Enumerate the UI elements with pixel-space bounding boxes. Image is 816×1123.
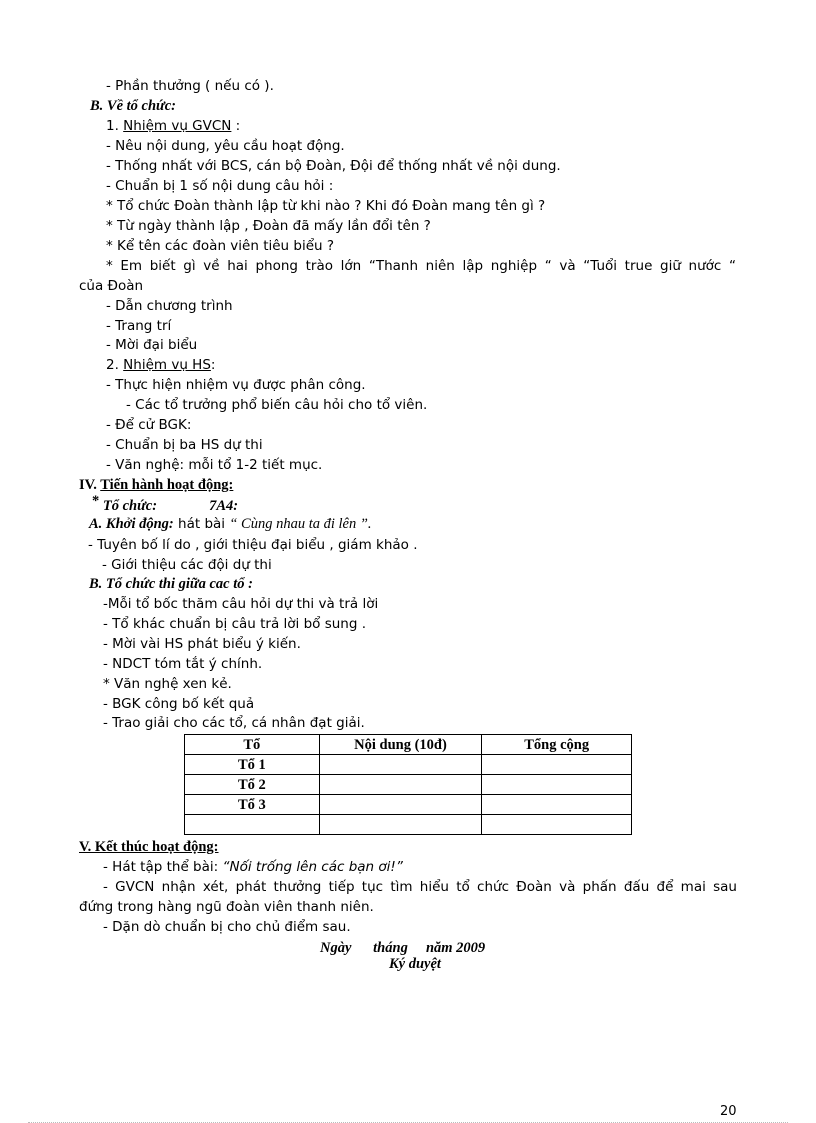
organization-line: * Tổ chức: 7A4: — [92, 493, 239, 514]
text-line: - Thống nhất với BCS, cán bộ Đoàn, Đội để thống nhất về nội dung. — [106, 158, 561, 174]
subsection-heading: 1. Nhiệm vụ GVCN : — [106, 118, 241, 134]
question-line: * Từ ngày thành lập , Đoàn đã mấy lần đổi tên ? — [106, 218, 431, 234]
text-line: - Dẫn chương trình — [106, 298, 233, 314]
text-line: - Mời vài HS phát biểu ý kiến. — [103, 636, 301, 652]
text-line: - Chuẩn bị ba HS dự thi — [106, 437, 263, 453]
section-heading: B. Về tổ chức: — [90, 98, 177, 114]
text-line: - Nêu nội dung, yêu cầu hoạt động. — [106, 138, 345, 154]
text-line: - Chuẩn bị 1 số nội dung câu hỏi : — [106, 178, 334, 194]
table-row — [185, 755, 632, 775]
text-line: - Văn nghệ: mỗi tổ 1-2 tiết mục. — [106, 457, 323, 473]
text-line: - Tổ khác chuẩn bị câu trả lời bổ sung . — [103, 616, 367, 632]
table-header: Nội dung (10đ) — [319, 735, 482, 755]
table-cell — [319, 815, 482, 835]
text-line: - Trang trí — [106, 318, 172, 334]
page-number: 20 — [720, 1104, 737, 1119]
text-line: - GVCN nhận xét, phát thưởng tiếp tục tìm hiểu tổ chức Đoàn và phấn đấu để mai sau — [103, 879, 737, 895]
section-heading: B. Tổ chức thi giữa cac tổ : — [89, 576, 253, 592]
table-cell — [319, 755, 482, 775]
text-line: A. Khởi động: hát bài “ Cùng nhau ta đi lên ”. — [89, 516, 372, 532]
question-line: * Tổ chức Đoàn thành lập từ khi nào ? Khi đó Đoàn mang tên gì ? — [106, 198, 546, 214]
date-line: Ngày tháng năm 2009 — [320, 940, 486, 956]
table-cell — [482, 755, 632, 775]
question-line: * Kể tên các đoàn viên tiêu biểu ? — [106, 238, 335, 254]
text-line: - NDCT tóm tắt ý chính. — [103, 656, 263, 672]
text-line: * Văn nghệ xen kẻ. — [103, 676, 232, 692]
table-header: Tổng cộng — [482, 735, 632, 755]
text-line: - Mời đại biểu — [106, 337, 198, 353]
table-header: Tổ — [185, 735, 320, 755]
table-cell — [482, 775, 632, 795]
table-cell: Tổ 1 — [185, 755, 320, 775]
text-line: -Mỗi tổ bốc thăm câu hỏi dự thi và trả lời — [103, 596, 379, 612]
table-header-row — [185, 735, 632, 755]
table-row — [185, 815, 632, 835]
text-line: - Trao giải cho các tổ, cá nhân đạt giải. — [103, 715, 365, 731]
table-cell: Tổ 2 — [185, 775, 320, 795]
text-line: đứng trong hàng ngũ đoàn viên thanh niên. — [79, 899, 374, 915]
text-line: - Các tổ trưởng phổ biến câu hỏi cho tổ viên. — [126, 397, 428, 413]
table-cell — [319, 775, 482, 795]
score-table — [184, 734, 632, 835]
table-cell — [482, 795, 632, 815]
text-line: - Giới thiệu các đội dự thi — [102, 557, 272, 573]
question-line: * Em biết gì về hai phong trào lớn “Thanh niên lập nghiệp “ và “Tuổi true giữ nước “ — [106, 258, 736, 274]
subsection-heading: 2. Nhiệm vụ HS: — [106, 357, 216, 373]
table-cell — [319, 795, 482, 815]
table-cell — [482, 815, 632, 835]
text-line: - Tuyên bố lí do , giới thiệu đại biểu , giám khảo . — [88, 537, 418, 553]
text-line: - Phần thưởng ( nếu có ). — [106, 78, 274, 94]
text-line: - Dặn dò chuẩn bị cho chủ điểm sau. — [103, 919, 351, 935]
section-heading: V. Kết thúc hoạt động: — [79, 839, 219, 855]
section-heading: IV. Tiến hành hoạt động: — [79, 477, 234, 493]
text-line: - BGK công bố kết quả — [103, 696, 255, 712]
table-row — [185, 795, 632, 815]
text-line: - Hát tập thể bài: “Nối trống lên các bạn ơi!” — [103, 859, 403, 875]
text-line: - Thực hiện nhiệm vụ được phân công. — [106, 377, 366, 393]
text-line: của Đoàn — [79, 278, 144, 294]
table-row — [185, 775, 632, 795]
text-line: - Để cử BGK: — [106, 417, 192, 433]
table-cell — [185, 815, 320, 835]
signature-label: Ký duyệt — [389, 956, 441, 972]
table-cell: Tổ 3 — [185, 795, 320, 815]
